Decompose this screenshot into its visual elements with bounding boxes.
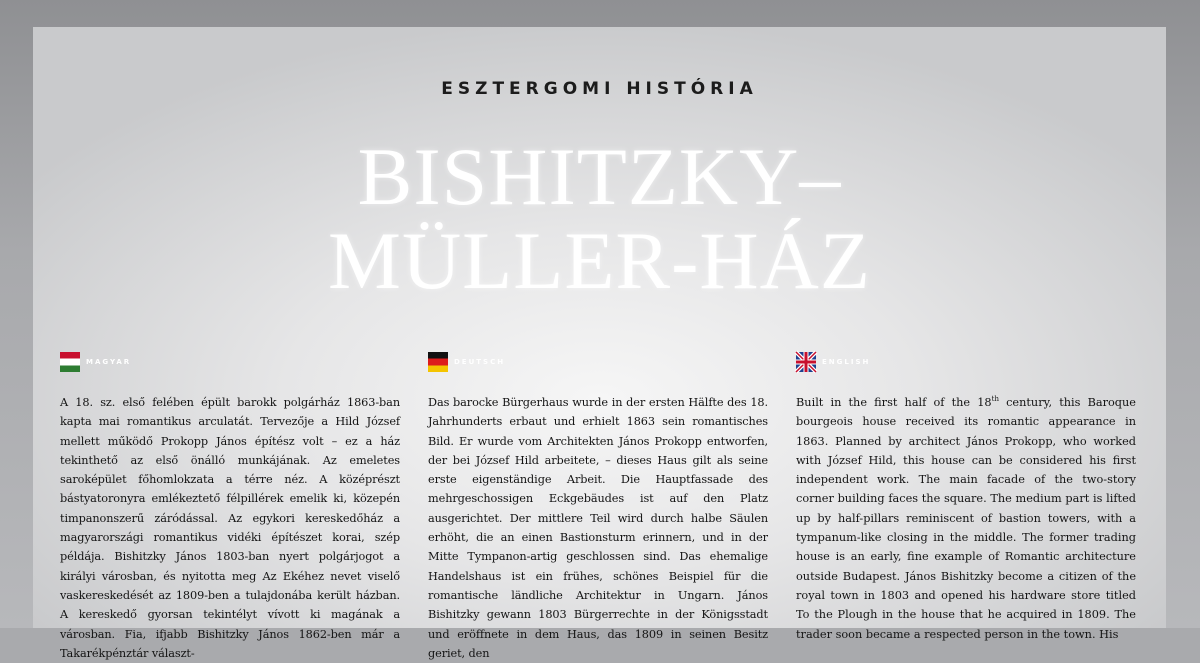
language-header-german — [428, 351, 768, 373]
language-label-german: DEUTSCH — [454, 358, 506, 366]
english-column — [796, 351, 1136, 644]
hungarian-body-text: A 18. sz. első felében épült barokk polgárház 1863-ban kapta mai romantikus arculatát. Tervezője a Hild József mellett működő Prokopp János építész volt – ez a ház tekinthető az első önálló munkájának. Az emeletes saroképület főhomlokzata a térre néz. A középrészt bástyatoronyra emlékeztető félpillérek emelik ki, közepén timpanonszerű záródással. Az egykori kereskedőház a magyarországi romantikus vidéki építészet korai, szép példája. Bishitzky János 1803-ban nyert polgárjogot a királyi városban, és nyitotta meg Az Ekéhez nevet viselő vaskereskedését az 1809-ben a tulajdonába került házban. A kereskedő gyorsan tekintélyt vívott ki magának a városban. Fia, ifjabb Bishitzky János 1862-ben már a Takarékpénztár választ- — [60, 396, 400, 660]
article-title — [33, 131, 1166, 306]
germany-flag-icon — [428, 352, 448, 372]
hungary-flag-icon — [60, 352, 80, 372]
english-text-rest: century, this Baroque bourgeois house received its romantic appearance in 1863. Planned by architect János Prokopp, who worked with József Hild, this house can be considered his first independent work. The main facade of the two-story corner building faces the square. The medium part is lifted up by half-pillars reminiscent of bastion towers, with a tympanum-like closing in the middle. The former trading house is an early, fine example of Romantic architecture outside Budapest. János Bishitzky become a citizen of the royal town in 1803 and opened his hardware store titled To the Plough in the house that he acquired in 1809. The trader soon became a respected person in the town. His — [796, 396, 1136, 641]
german-column — [428, 351, 768, 663]
title-line-1: BISHITZKY– — [357, 131, 842, 222]
title-line-2: MÜLLER-HÁZ — [328, 215, 871, 306]
hungarian-column — [60, 351, 400, 663]
language-label-hungarian: MAGYAR — [86, 358, 132, 366]
section-kicker: ESZTERGOMI HISTÓRIA — [441, 79, 758, 99]
german-body-text: Das barocke Bürgerhaus wurde in der ersten Hälfte des 18. Jahrhunderts erbaut und erhielt 1863 sein romantisches Bild. Er wurde vom Architekten János Prokopp entworfen, der bei József Hild arbeitete, – dieses Haus gilt als seine erste eigenständige Arbeit. Die Hauptfassade des mehrgeschossigen Eckgebäudes ist auf den Platz ausgerichtet. Der mittlere Teil wird durch halbe Säulen erhöht, die an einen Bastionsturm erinnern, und in der Mitte Tympanon-artig geschlossen sind. Das ehemalige Handelshaus ist ein frühes, schönes Beispiel für die romantische ländliche Architektur in Ungarn. János Bishitzky gewann 1803 Bürgerrechte in der Königsstadt und eröffnete in dem Haus, das 1809 in seinen Besitz geriet, den — [428, 396, 768, 660]
english-body-text — [796, 393, 1136, 644]
uk-flag-icon — [796, 352, 816, 372]
english-superscript: th — [991, 395, 999, 404]
magazine-page — [33, 27, 1166, 660]
english-text-start: Built in the first half of the 18 — [796, 396, 992, 409]
language-header-english — [796, 351, 1136, 373]
language-label-english: ENGLISH — [822, 358, 871, 366]
language-header-hungarian — [60, 351, 400, 373]
